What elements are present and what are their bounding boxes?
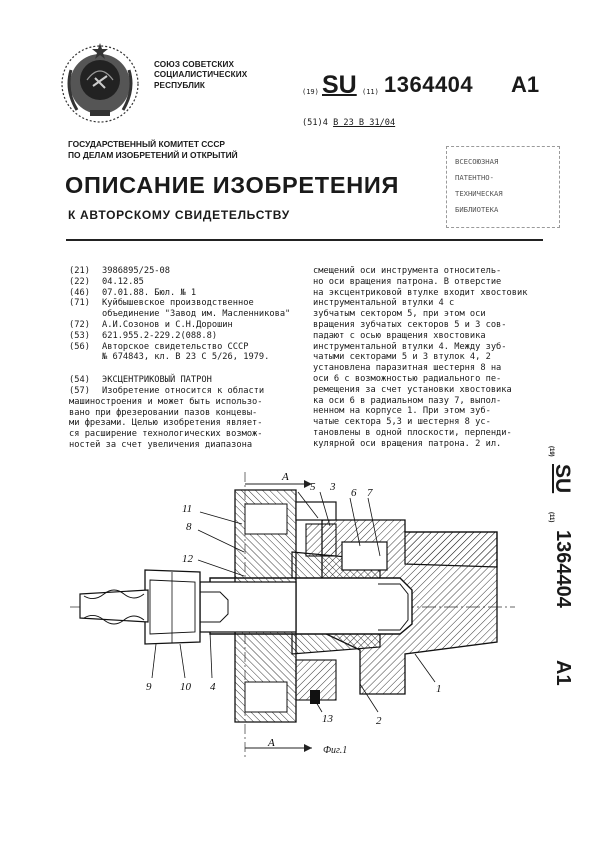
callout-label: 8 — [186, 521, 192, 533]
inid-code: (21) — [69, 266, 90, 276]
abstract-line: чатые сектора 5,3 и шестерня 8 ус- — [313, 417, 491, 428]
biblio-value: А.И.Созонов и С.Н.Дорошин — [102, 319, 233, 330]
callout-label: 6 — [351, 487, 357, 499]
country-line: СОЮЗ СОВЕТСКИХ — [154, 60, 235, 69]
biblio-value: Авторское свидетельство СССР — [102, 341, 249, 352]
section-label-bottom: А — [268, 737, 275, 749]
biblio-row — [69, 288, 314, 299]
country-name — [154, 60, 247, 91]
invention-title-row — [69, 375, 314, 386]
callout-label: 5 — [310, 481, 316, 493]
callout-label: 7 — [367, 487, 373, 499]
ipc-classification — [302, 118, 395, 128]
biblio-continuation: № 674843, кл. В 23 С 5/26, 1979. — [102, 352, 270, 363]
ipc-value: В 23 В 31/04 — [333, 118, 396, 128]
country-line: СОЦИАЛИСТИЧЕСКИХ — [154, 70, 248, 80]
biblio-row — [69, 266, 314, 277]
ipc-prefix: (51)4 — [302, 118, 328, 128]
invention-title: ЭКСЦЕНТРИКОВЫЙ ПАТРОН — [102, 375, 212, 386]
callout-label: 13 — [322, 713, 333, 725]
header-rule — [66, 239, 543, 241]
abstract-line: вано при фрезеровании пазов концевы- — [69, 407, 258, 418]
ussr-emblem — [57, 40, 143, 126]
country-code: SU — [322, 71, 357, 99]
abstract-line: тановлены в одной плоскости, перпенди- — [313, 427, 512, 438]
chuck-drawing — [60, 472, 530, 772]
document-kind: A1 — [511, 72, 540, 97]
biblio-row — [69, 277, 314, 288]
biblio-value: 621.955.2-229.2(088.8) — [102, 330, 218, 341]
abstract-line: но оси вращения патрона. В отверстие — [313, 276, 502, 287]
inid-code-19: (19) — [302, 88, 319, 96]
document-title: ОПИСАНИЕ ИЗОБРЕТЕНИЯ — [65, 172, 400, 198]
side-code-19: (19) — [548, 446, 554, 457]
abstract-line: кулярной оси вращения патрона. 2 ил. — [313, 438, 502, 449]
stamp-line: ВСЕСОЮЗНАЯ — [455, 157, 499, 166]
abstract-line: Изобретение относится к области — [102, 385, 265, 396]
committee-line: ПО ДЕЛАМ ИЗОБРЕТЕНИЙ И ОТКРЫТИЙ — [68, 149, 238, 160]
figure-caption: Фиг.1 — [323, 745, 348, 756]
abstract-line: ремещения за счет установки хвостовика — [313, 384, 512, 395]
abstract-line: установлена паразитная шестерня 8 на — [313, 363, 502, 374]
inid-code: (22) — [69, 276, 90, 287]
abstract-line: вращения зубчатых секторов 5 и 3 сов- — [313, 319, 507, 330]
biblio-value: 3986895/25-08 — [102, 266, 170, 276]
biblio-value: Куйбышевское производственное — [102, 298, 254, 309]
abstract-continuation — [313, 266, 543, 450]
callout-label: 1 — [436, 683, 442, 695]
abstract-line: на эксцентриковой втулке входит хвостовик — [313, 287, 528, 298]
callout-label: 3 — [330, 481, 336, 493]
bibliographic-data — [69, 266, 314, 451]
abstract-line: чатыми секторами 5 и 3 втулок 4, 2 — [313, 352, 491, 363]
abstract-line: ми фрезами. Целью изобретения являет- — [69, 418, 263, 429]
abstract-line: ненном на корпусе 1. При этом зуб- — [313, 406, 491, 417]
abstract-line: оси 6 с возможностью радиального пе- — [313, 373, 502, 384]
inid-code: (72) — [69, 319, 90, 330]
inid-code-11: (11) — [362, 88, 379, 96]
stamp-line: ПАТЕНТНО- — [455, 173, 494, 182]
side-number: 1364404 — [552, 530, 574, 608]
library-stamp — [446, 146, 560, 228]
stamp-line: ТЕХНИЧЕСКАЯ — [455, 189, 503, 198]
biblio-row — [69, 298, 314, 309]
abstract-line: инструментальной втулки 4 с — [313, 298, 455, 309]
committee-name — [68, 139, 238, 160]
inid-code: (56) — [69, 341, 90, 352]
biblio-row — [69, 342, 314, 353]
side-code-11: (11) — [548, 512, 554, 523]
biblio-value: 04.12.85 — [102, 276, 144, 287]
callout-label: 2 — [376, 715, 382, 727]
abstract-line: падают с осью вращения хвостовика — [313, 330, 486, 341]
callout-label: 10 — [180, 681, 191, 693]
inid-code: (54) — [69, 375, 90, 386]
callout-label: 12 — [182, 553, 193, 565]
abstract-first-line — [69, 386, 314, 397]
section-label-top: А — [282, 472, 289, 483]
inid-code: (46) — [69, 287, 90, 298]
committee-line: ГОСУДАРСТВЕННЫЙ КОМИТЕТ СССР — [68, 139, 225, 149]
callout-label: 9 — [146, 681, 152, 693]
inid-code: (53) — [69, 330, 90, 341]
abstract-line: инструментальной втулки 4. Между зуб- — [313, 341, 507, 352]
document-subtitle: К АВТОРСКОМУ СВИДЕТЕЛЬСТВУ — [68, 208, 290, 222]
side-patent-number — [540, 446, 588, 696]
biblio-row — [69, 331, 314, 342]
side-su: SU — [551, 464, 574, 494]
country-line: РЕСПУБЛИК — [154, 80, 206, 90]
abstract-line: смещений оси инструмента относитель- — [313, 266, 502, 276]
callout-label: 11 — [182, 503, 193, 515]
abstract-line: зубчатым сектором 5, при этом оси — [313, 309, 486, 320]
abstract-line: ка оси 6 в радиальном пазу 7, выпол- — [313, 395, 502, 406]
biblio-continuation: объединение "Завод им. Масленникова" — [102, 309, 291, 320]
callout-label: 4 — [210, 681, 216, 693]
stamp-line: БИБЛИОТЕКА — [455, 205, 499, 214]
abstract-line: ностей за счет увеличения диапазона — [69, 439, 253, 450]
side-kind: A1 — [552, 660, 574, 686]
patent-number: 1364404 — [384, 72, 474, 97]
biblio-value: 07.01.88. Бюл. № 1 — [102, 287, 197, 298]
inid-code: (57) — [69, 385, 90, 396]
abstract-line: ся расширение технологических возмож- — [69, 429, 263, 440]
inid-code: (71) — [69, 298, 90, 309]
abstract-line: машиностроения и может быть использо- — [69, 396, 263, 407]
biblio-row — [69, 320, 314, 331]
